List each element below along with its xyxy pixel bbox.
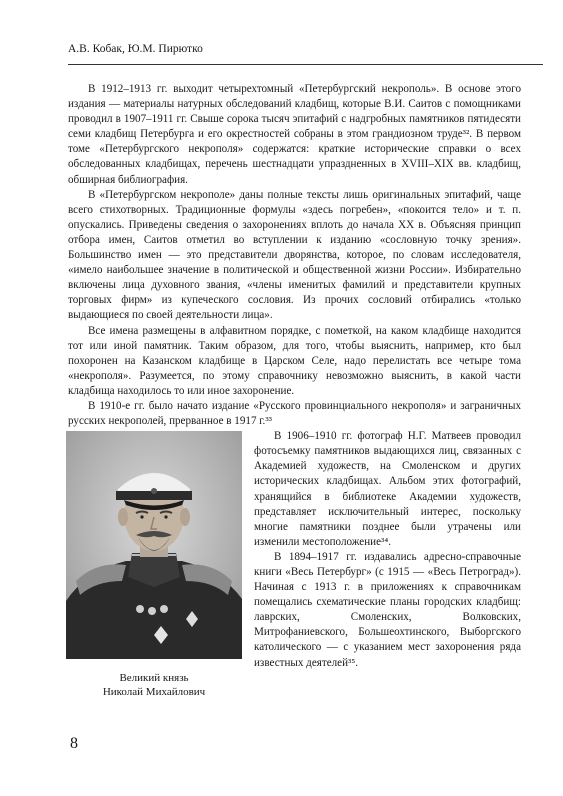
page-number: 8 bbox=[70, 735, 78, 752]
figure-caption bbox=[66, 671, 242, 699]
paragraph-6: В 1894–1917 гг. издавались адресно-справочные книги «Весь Петербург» (с 1915 — «Весь Петроград»). Начиная с 1913 г. в приложениях к справочникам помещались схематические планы городских кладбищ: лаврских, Смоленских, Волковских, Митрофаниевского, Большеохтинского, Выборгского католического — с указанием мест захоронения ряда известных деятелей³⁵. bbox=[254, 550, 521, 669]
portrait-photo bbox=[66, 431, 242, 659]
caption-line-1: Великий князь bbox=[119, 672, 189, 685]
paragraph-5: В 1906–1910 гг. фотограф Н.Г. Матвеев проводил фотосъемку памятников выдающихся лиц, связанных с Академией художеств, на Смоленском и других исторических кладбищах. Альбом этих фотографий, хранящийся в библиотеке Академии художеств, представляет исключительный интерес, поскольку многие памятники позднее были утрачены или изменили местоположение³⁴. bbox=[254, 430, 521, 548]
paragraph-2: В «Петербургском некрополе» даны полные тексты лишь оригинальных эпитафий, чаще всего стихотворных. Традиционные формулы «здесь погребен», «покоится тело» и т. п. опускались. Приведены сведения о захоронениях вплоть до начала XX в. Объясняя принцип отбора имен, Саитов отметил во вступлении к изданию «сословную точку зрения». Большинство имен — это представители дворянства, которое, по словам исследователя, «имело наибольшее значение в политической и общественной жизни России». Избирательно включены лица духовного звания, «члены именитых фамилий и представители крупных торговых фирм» из купеческого сословия. Из прочих сословий отбирались «только выдающиеся по своей деятельности лица». bbox=[68, 188, 521, 322]
header-rule bbox=[68, 64, 543, 65]
paragraph-4: В 1910-е гг. было начато издание «Русского провинциального некрополя» и заграничных русских некрополей, прерванное в 1917 г.³³ bbox=[68, 399, 521, 428]
paragraph-1: В 1912–1913 гг. выходит четырехтомный «Петербургский некрополь». В основе этого издания — материалы натурных обследований кладбищ, которые В.И. Саитов с помощниками проводил в 1907–1911 гг. Свыше сорока тысяч эпитафий с надгробных памятников пятидесяти семи кладбищ Петербурга и его окрестностей собраны в этом грандиозном труде³². В первом томе «Петербургского некрополя» содержатся: краткие исторические справки о всех обследованных кладбищах, перечень шестнадцати упраздненных в XVIII–XIX вв. кладбищ, обширная библиография. bbox=[68, 83, 521, 186]
portrait-figure bbox=[66, 431, 242, 699]
paragraph-3: Все имена размещены в алфавитном порядке, с пометкой, на каком кладбище находится тот или иной памятник. Таким образом, для того, чтобы выяснить, например, кто был похоронен на Казанском кладбище в Царском Селе, надо перелистать все четыре тома «некрополя». Разумеется, по этому справочнику невозможно выяснить, в какой части кладбища находилось то или иное захоронение. bbox=[68, 324, 521, 397]
caption-line-2: Николай Михайлович bbox=[102, 686, 206, 699]
running-header: А.В. Кобак, Ю.М. Пирютко bbox=[68, 43, 203, 55]
article-body bbox=[68, 82, 521, 699]
